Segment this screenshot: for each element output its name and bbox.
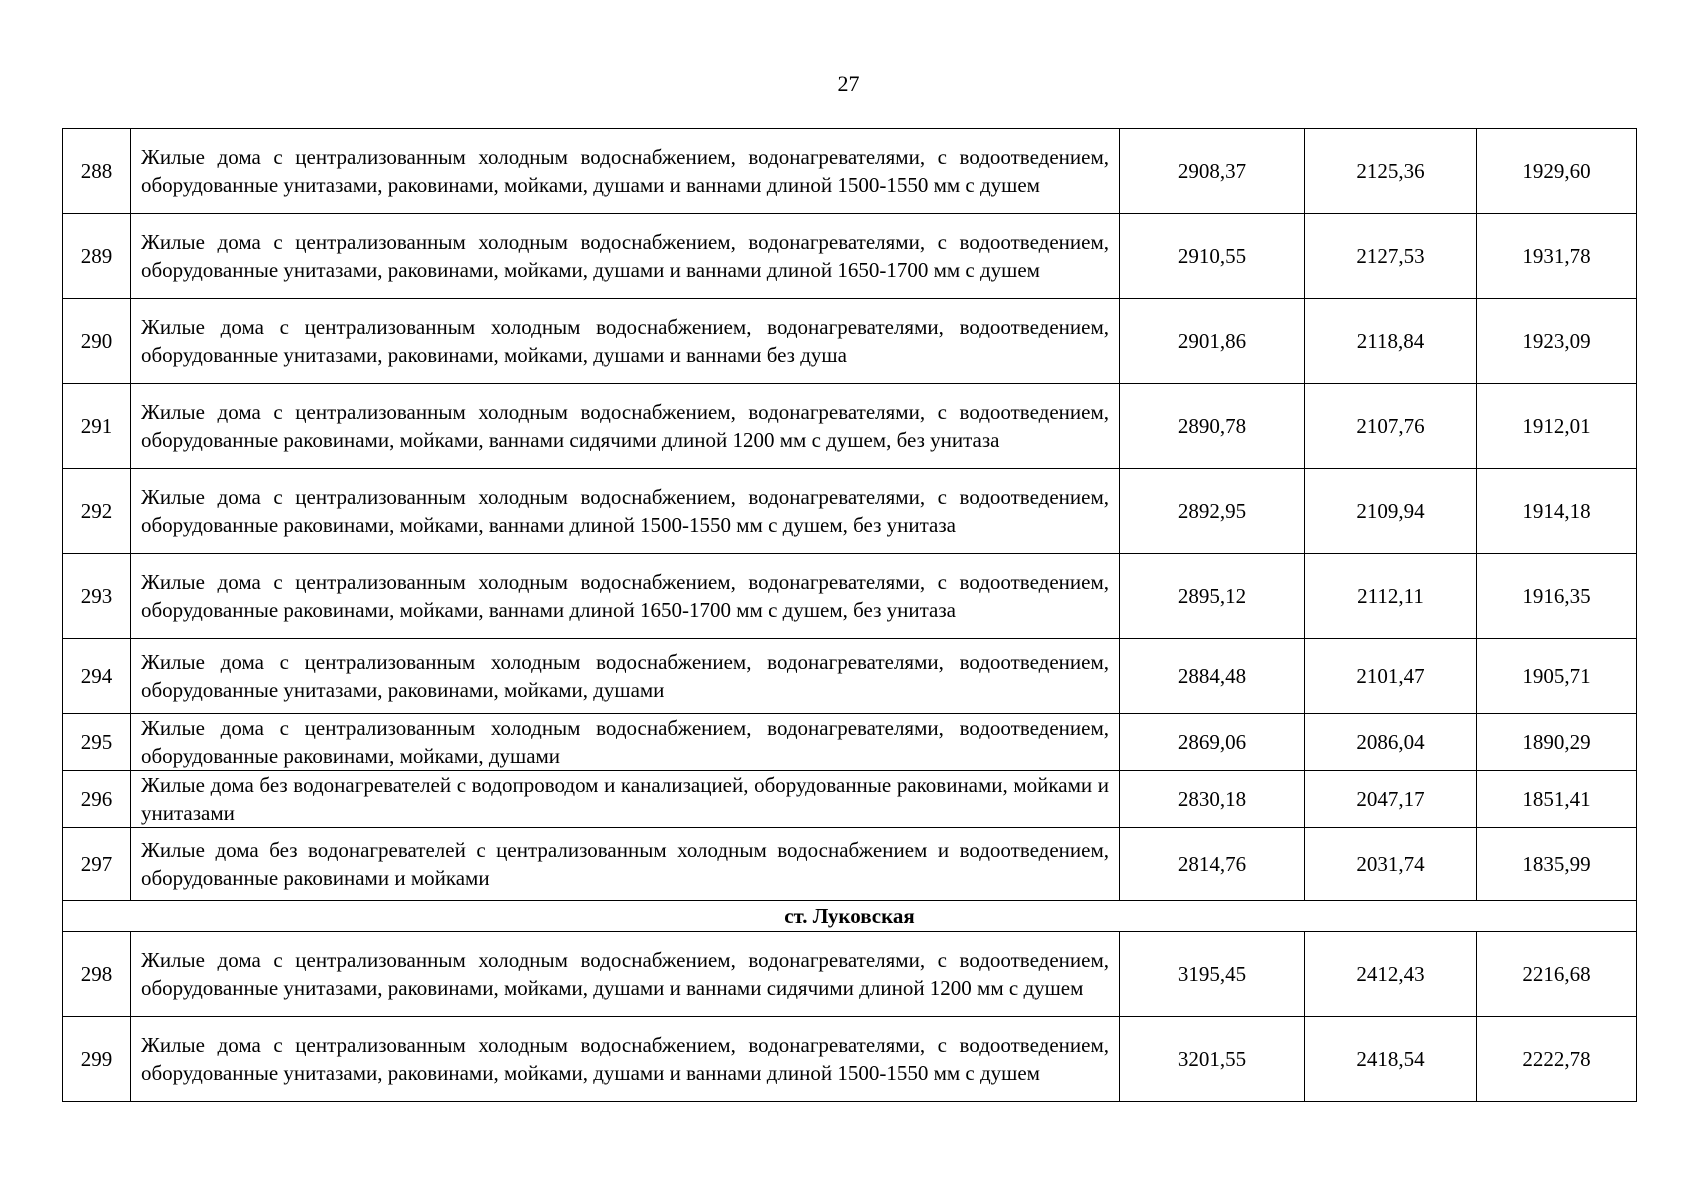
row-description: Жилые дома без водонагревателей с водопроводом и канализацией, оборудованные раковинами, мойками и унитазами xyxy=(131,771,1120,828)
table-row xyxy=(63,299,1637,384)
row-number: 289 xyxy=(63,214,131,299)
value-col-2: 2101,47 xyxy=(1305,639,1477,714)
row-description: Жилые дома с централизованным холодным водоснабжением, водонагревателями, с водоотведением, оборудованные унитазами, раковинами, мойками, душами и ваннами длиной 1650-1700 мм с душем xyxy=(131,214,1120,299)
table-row xyxy=(63,639,1637,714)
value-col-3: 1929,60 xyxy=(1477,129,1637,214)
value-col-2: 2086,04 xyxy=(1305,714,1477,771)
value-col-1: 2869,06 xyxy=(1120,714,1305,771)
value-col-2: 2109,94 xyxy=(1305,469,1477,554)
row-number: 294 xyxy=(63,639,131,714)
row-number: 297 xyxy=(63,828,131,901)
value-col-1: 2895,12 xyxy=(1120,554,1305,639)
value-col-1: 2892,95 xyxy=(1120,469,1305,554)
value-col-2: 2125,36 xyxy=(1305,129,1477,214)
value-col-3: 1835,99 xyxy=(1477,828,1637,901)
row-description: Жилые дома с централизованным холодным водоснабжением, водонагревателями, с водоотведением, оборудованные унитазами, раковинами, мойками, душами и ваннами длиной 1500-1550 мм с душем xyxy=(131,1017,1120,1102)
tariff-table xyxy=(62,128,1637,1102)
value-col-3: 2222,78 xyxy=(1477,1017,1637,1102)
row-number: 291 xyxy=(63,384,131,469)
row-description: Жилые дома с централизованным холодным водоснабжением, водонагревателями, с водоотведением, оборудованные унитазами, раковинами, мойками, душами и ваннами длиной 1500-1550 мм с душем xyxy=(131,129,1120,214)
value-col-3: 2216,68 xyxy=(1477,932,1637,1017)
row-description: Жилые дома без водонагревателей с централизованным холодным водоснабжением и водоотведением, оборудованные раковинами и мойками xyxy=(131,828,1120,901)
section-title: ст. Луковская xyxy=(63,901,1637,932)
row-description: Жилые дома с централизованным холодным водоснабжением, водонагревателями, водоотведением, оборудованные раковинами, мойками, душами xyxy=(131,714,1120,771)
table-row xyxy=(63,554,1637,639)
table-row xyxy=(63,384,1637,469)
value-col-1: 2901,86 xyxy=(1120,299,1305,384)
value-col-2: 2112,11 xyxy=(1305,554,1477,639)
row-number: 288 xyxy=(63,129,131,214)
table-body xyxy=(63,129,1637,1102)
table-row xyxy=(63,129,1637,214)
row-description: Жилые дома с централизованным холодным водоснабжением, водонагревателями, с водоотведением, оборудованные унитазами, раковинами, мойками, душами и ваннами сидячими длиной 1200 мм с душем xyxy=(131,932,1120,1017)
row-number: 295 xyxy=(63,714,131,771)
value-col-3: 1851,41 xyxy=(1477,771,1637,828)
page-number: 27 xyxy=(837,71,860,96)
value-col-1: 3195,45 xyxy=(1120,932,1305,1017)
row-number: 299 xyxy=(63,1017,131,1102)
value-col-1: 2908,37 xyxy=(1120,129,1305,214)
value-col-1: 2910,55 xyxy=(1120,214,1305,299)
value-col-3: 1916,35 xyxy=(1477,554,1637,639)
value-col-2: 2047,17 xyxy=(1305,771,1477,828)
value-col-1: 2884,48 xyxy=(1120,639,1305,714)
row-number: 298 xyxy=(63,932,131,1017)
value-col-1: 2814,76 xyxy=(1120,828,1305,901)
value-col-2: 2107,76 xyxy=(1305,384,1477,469)
value-col-2: 2127,53 xyxy=(1305,214,1477,299)
value-col-3: 1912,01 xyxy=(1477,384,1637,469)
table-row xyxy=(63,771,1637,828)
row-description: Жилые дома с централизованным холодным водоснабжением, водонагревателями, водоотведением, оборудованные унитазами, раковинами, мойками, душами xyxy=(131,639,1120,714)
value-col-3: 1890,29 xyxy=(1477,714,1637,771)
row-description: Жилые дома с централизованным холодным водоснабжением, водонагревателями, с водоотведением, оборудованные раковинами, мойками, ваннами сидячими длиной 1200 мм с душем, без унитаза xyxy=(131,384,1120,469)
table-row xyxy=(63,214,1637,299)
row-number: 296 xyxy=(63,771,131,828)
table-row xyxy=(63,1017,1637,1102)
value-col-1: 2890,78 xyxy=(1120,384,1305,469)
section-row xyxy=(63,901,1637,932)
row-description: Жилые дома с централизованным холодным водоснабжением, водонагревателями, с водоотведением, оборудованные раковинами, мойками, ваннами длиной 1650-1700 мм с душем, без унитаза xyxy=(131,554,1120,639)
table-row xyxy=(63,932,1637,1017)
value-col-3: 1905,71 xyxy=(1477,639,1637,714)
row-number: 292 xyxy=(63,469,131,554)
row-number: 290 xyxy=(63,299,131,384)
value-col-2: 2031,74 xyxy=(1305,828,1477,901)
table-row xyxy=(63,469,1637,554)
value-col-2: 2412,43 xyxy=(1305,932,1477,1017)
value-col-3: 1931,78 xyxy=(1477,214,1637,299)
row-description: Жилые дома с централизованным холодным водоснабжением, водонагревателями, с водоотведением, оборудованные раковинами, мойками, ваннами длиной 1500-1550 мм с душем, без унитаза xyxy=(131,469,1120,554)
value-col-2: 2418,54 xyxy=(1305,1017,1477,1102)
value-col-1: 2830,18 xyxy=(1120,771,1305,828)
table-row xyxy=(63,828,1637,901)
value-col-3: 1914,18 xyxy=(1477,469,1637,554)
row-number: 293 xyxy=(63,554,131,639)
value-col-1: 3201,55 xyxy=(1120,1017,1305,1102)
value-col-2: 2118,84 xyxy=(1305,299,1477,384)
value-col-3: 1923,09 xyxy=(1477,299,1637,384)
table-row xyxy=(63,714,1637,771)
row-description: Жилые дома с централизованным холодным водоснабжением, водонагревателями, водоотведением, оборудованные унитазами, раковинами, мойками, душами и ваннами без душа xyxy=(131,299,1120,384)
